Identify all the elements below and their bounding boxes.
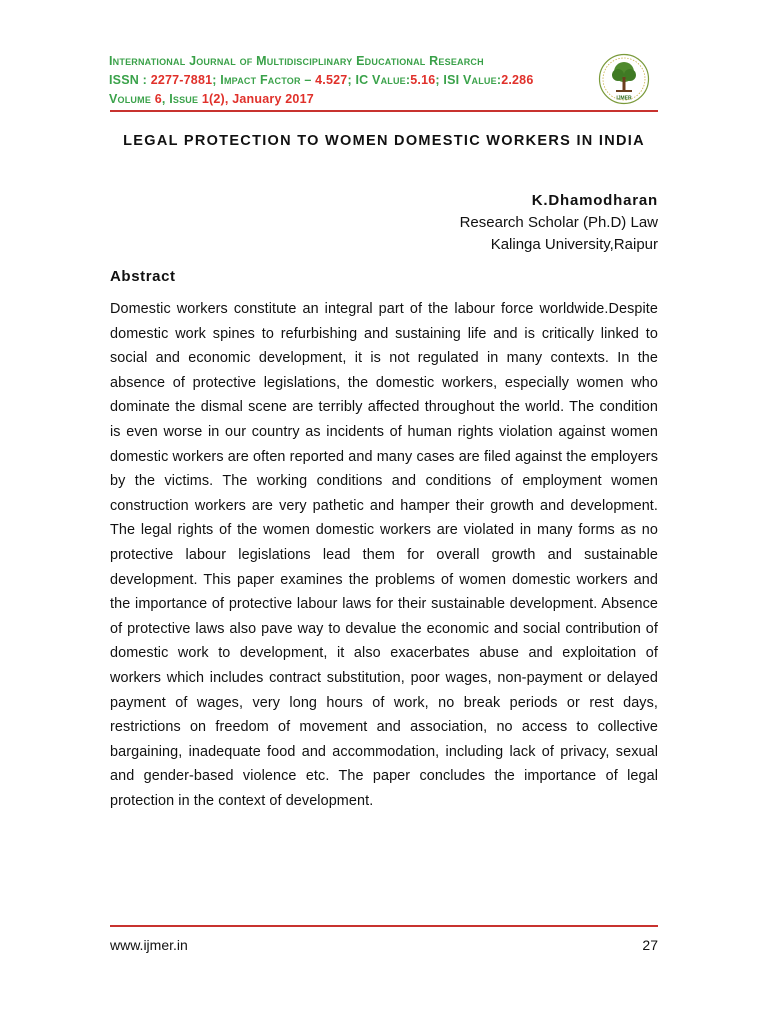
journal-name: International Journal of Multidisciplinary Educational Research: [109, 54, 484, 68]
volume-label: Volume: [109, 92, 155, 106]
volume-value: 6: [154, 92, 162, 106]
ic-value: 5.16: [410, 73, 436, 87]
author-name: K.Dhamodharan: [531, 192, 658, 209]
impact-value: 4.527: [315, 73, 348, 87]
footer-url: www.ijmer.in: [110, 937, 188, 953]
isi-value: 2.286: [501, 73, 534, 87]
author-affiliation: Kalinga University,Raipur: [490, 236, 658, 253]
footer-rule: [110, 925, 658, 927]
journal-header: [109, 52, 579, 109]
page-number: 27: [642, 937, 658, 953]
issn-value: 2277-7881: [150, 73, 213, 87]
author-block: [460, 190, 658, 256]
issue-label: , Issue: [161, 92, 202, 106]
issn-label: ISSN :: [109, 73, 151, 87]
issue-value: 1(2): [201, 92, 225, 106]
paper-title: LEGAL PROTECTION TO WOMEN DOMESTIC WORKERS IN INDIA: [123, 133, 645, 149]
abstract-heading: Abstract: [110, 268, 176, 285]
impact-label: ; Impact Factor –: [212, 73, 316, 87]
header-rule: [110, 110, 658, 112]
journal-logo-icon: [598, 53, 650, 105]
author-role: Research Scholar (Ph.D) Law: [459, 214, 658, 231]
abstract-text: Domestic workers constitute an integral part of the labour force worldwide.Despite domestic work spines to refurbishing and sustaining life and is critically linked to social and economic development, it is not regulated in many contexts. In the absence of protective legislations, the domestic workers, especially women who dominate the dismal scene are terribly affected throughout the world. The condition is even worse in our country as incidents of human rights violation against women domestic workers are often reported and many cases are filed against the employers by the victims. The working conditions and conditions of employment women construction workers are very pathetic and hamper their growth and development. The legal rights of the women domestic workers are violated in many forms as no protective labour legislations lead them for overall growth and sustainable development. This paper examines the problems of women domestic workers and the importance of protective labour laws for their sustainable development. Absence of protective laws also pave way to devalue the economic and social contribution of domestic work to development, it also exacerbates abuse and exploitation of workers which includes contract substitution, poor wages, non-payment or delayed payment of wages, very long hours of work, no break periods or rest days, restrictions on freedom of movement and association, no access to collective bargaining, inadequate food and accommodation, including lack of privacy, sexual and gender-based violence etc. The paper concludes the importance of legal protection in the context of development.: [110, 301, 658, 809]
volume-line: [109, 90, 579, 109]
logo-text: IJMER: [616, 95, 632, 102]
issue-date: , January 2017: [224, 92, 314, 106]
isi-label: ; ISI Value:: [435, 73, 502, 87]
ic-label: ; IC Value:: [347, 73, 411, 87]
journal-metrics: [109, 71, 579, 90]
